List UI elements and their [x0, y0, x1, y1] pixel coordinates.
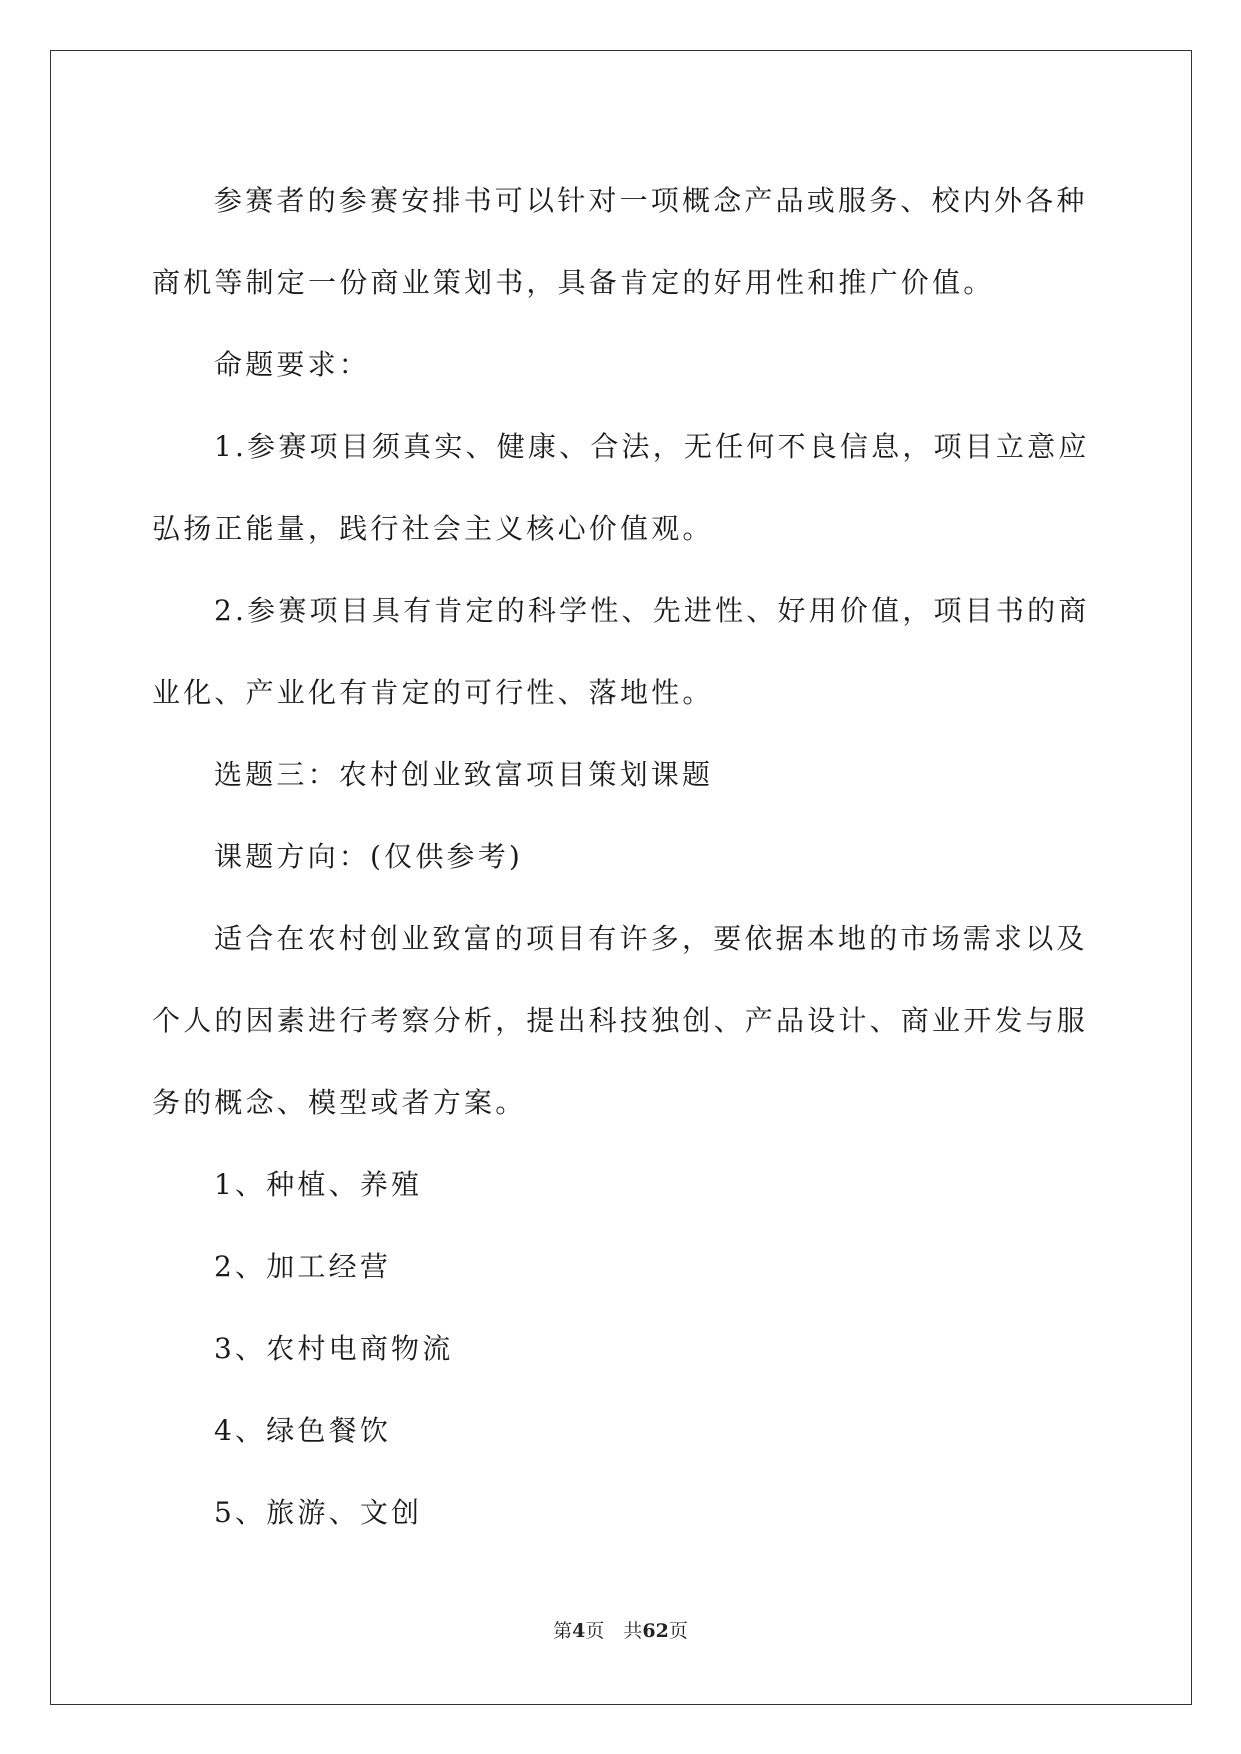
footer-prefix: 第 [553, 1620, 573, 1642]
list-item: 1、种植、养殖 [214, 1168, 423, 1201]
paragraph-line: 商机等制定一份商业策划书，具备肯定的好用性和推广价值。 [152, 266, 995, 299]
list-item: 2、加工经营 [214, 1250, 392, 1283]
list-item: 3、农村电商物流 [214, 1332, 454, 1365]
footer-suffix: 页 [668, 1620, 688, 1642]
page-footer [0, 1616, 1241, 1643]
current-page-number: 4 [572, 1620, 586, 1642]
requirement-item: 1.参赛项目须真实、健康、合法，无任何不良信息，项目立意应 [214, 430, 1090, 463]
paragraph-line: 参赛者的参赛安排书可以针对一项概念产品或服务、校内外各种 [214, 184, 1088, 217]
paragraph-line: 务的概念、模型或者方案。 [152, 1086, 527, 1119]
paragraph-line: 适合在农村创业致富的项目有许多，要依据本地的市场需求以及 [214, 922, 1088, 955]
paragraph-line: 业化、产业化有肯定的可行性、落地性。 [152, 676, 714, 709]
document-body [152, 160, 1097, 1554]
requirement-item: 2.参赛项目具有肯定的科学性、先进性、好用价值，项目书的商 [214, 594, 1090, 627]
section-heading: 课题方向：(仅供参考) [214, 840, 524, 873]
footer-middle: 页 共 [585, 1620, 643, 1642]
list-item: 4、绿色餐饮 [214, 1414, 392, 1447]
paragraph-line: 个人的因素进行考察分析，提出科技独创、产品设计、商业开发与服 [152, 1004, 1089, 1037]
topic-heading: 选题三：农村创业致富项目策划课题 [214, 758, 714, 791]
paragraph-line: 弘扬正能量，践行社会主义核心价值观。 [152, 512, 714, 545]
section-heading: 命题要求： [214, 348, 371, 381]
list-item: 5、旅游、文创 [214, 1496, 423, 1529]
total-page-count: 62 [642, 1620, 669, 1642]
